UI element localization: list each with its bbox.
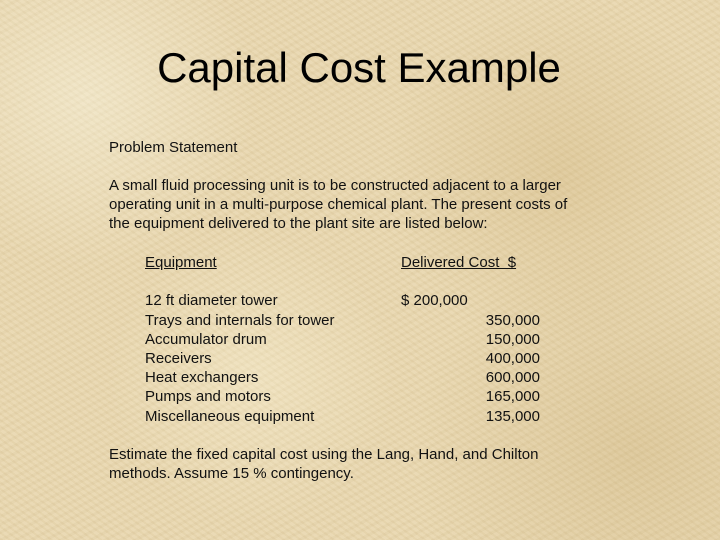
problem-heading: Problem Statement xyxy=(109,139,238,156)
equipment-item: Heat exchangers xyxy=(145,369,259,386)
equipment-item: Miscellaneous equipment xyxy=(145,408,315,425)
equipment-cost: 350,000 xyxy=(485,312,540,329)
equipment-item: Trays and internals for tower xyxy=(145,312,335,329)
equipment-item: Accumulator drum xyxy=(145,331,267,348)
closing-line: methods. Assume 15 % contingency. xyxy=(109,465,354,482)
equipment-cost: 600,000 xyxy=(485,369,540,386)
intro-line: the equipment delivered to the plant site are listed below: xyxy=(109,215,488,232)
equipment-cost: 135,000 xyxy=(485,408,540,425)
equipment-item: Receivers xyxy=(145,350,212,367)
equipment-item: Pumps and motors xyxy=(145,388,271,405)
intro-line: A small fluid processing unit is to be constructed adjacent to a larger xyxy=(109,177,561,194)
equipment-column-header: Equipment xyxy=(145,254,217,271)
equipment-item: 12 ft diameter tower xyxy=(145,292,278,309)
intro-line: operating unit in a multi-purpose chemical plant. The present costs of xyxy=(109,196,568,213)
closing-line: Estimate the fixed capital cost using the Lang, Hand, and Chilton xyxy=(109,446,539,463)
equipment-cost: 150,000 xyxy=(485,331,540,348)
slide-title: Capital Cost Example xyxy=(157,44,561,91)
equipment-cost: 400,000 xyxy=(485,350,540,367)
cost-column-header: Delivered Cost $ xyxy=(401,254,517,271)
equipment-cost: 165,000 xyxy=(485,388,540,405)
equipment-cost: $ 200,000 xyxy=(401,292,468,309)
